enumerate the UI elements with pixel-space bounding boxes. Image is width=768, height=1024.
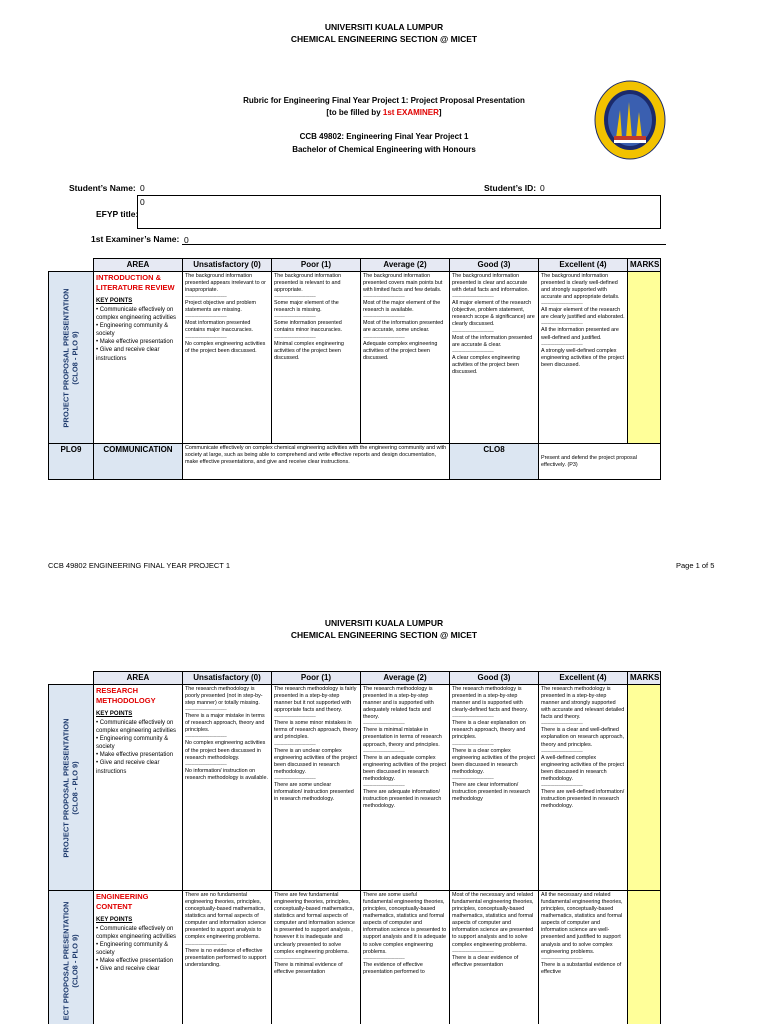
criterion-text: Most information presented contains major inaccuracies.	[185, 320, 254, 334]
divider: --------------------------------	[185, 294, 227, 301]
divider: --------------------------------	[363, 334, 405, 341]
key-point-2: • Engineering community & society	[96, 942, 169, 957]
divider: --------------------------------	[452, 741, 494, 748]
criterion-text: There is a clear complex engineering activities of the project been discussed in research methodology.	[452, 747, 536, 775]
divider: --------------------------------	[541, 341, 583, 348]
criterion-text: There are some unclear information/ instruction presented in research methodology.	[274, 781, 354, 802]
efyp-title-label: EFYP title:	[96, 209, 139, 219]
key-points-title: KEY POINTS	[96, 711, 133, 718]
content-marks-cell[interactable]	[628, 891, 661, 1024]
key-point-1: • Communicate effectively on complex engineering activities	[96, 306, 177, 322]
side-label-content	[49, 891, 94, 1024]
col-area-p2: AREA	[94, 672, 183, 685]
plo-name: COMMUNICATION	[94, 444, 183, 480]
criterion-text: There is some minor mistakes in terms of research approach, theory and principles.	[274, 720, 358, 741]
col-excellent-p2: Excellent (4)	[539, 672, 628, 685]
divider: --------------------------------	[452, 348, 494, 355]
col-marks-p2: MARKS	[628, 672, 661, 685]
methodology-average	[361, 685, 450, 891]
examiner-name-label: 1st Examiner’s Name:	[91, 234, 180, 244]
divider: --------------------------------	[541, 748, 583, 755]
criterion-text: Project objective and problem statements are missing.	[185, 300, 257, 314]
rubric-title: Rubric for Engineering Final Year Project 1: Project Proposal Presentation	[243, 96, 525, 105]
divider: --------------------------------	[452, 775, 494, 782]
intro-excellent	[539, 272, 628, 444]
criterion-text: The background information presented appears irrelevant to or inappropriate.	[185, 273, 266, 294]
unikl-seal-icon	[594, 80, 666, 160]
col-good: Good (3)	[450, 259, 539, 272]
divider: --------------------------------	[541, 955, 583, 962]
criterion-text: No complex engineering activities of the project been discussed in research methodology.	[185, 740, 266, 761]
area-content	[94, 891, 183, 1024]
university-name: UNIVERSITI KUALA LUMPUR	[324, 22, 444, 32]
divider: --------------------------------	[274, 314, 316, 321]
divider: --------------------------------	[363, 955, 405, 962]
criterion-text: Most of the information presented are accurate & clear.	[452, 334, 533, 348]
plo-code: PLO9	[49, 444, 94, 480]
side-label-line2: (CLO8 - PLO 9)	[71, 331, 80, 385]
key-point-3: • Make effective presentation	[96, 958, 174, 965]
area-content-title: ENGINEERING CONTENT	[96, 892, 149, 911]
divider: --------------------------------	[363, 294, 405, 301]
efyp-title-value[interactable]: 0	[140, 197, 145, 207]
criterion-text: The research methodology is presented in a step-by-step manner and strongly supported with accurate and relevant detailed facts and theory.	[541, 686, 625, 721]
intro-good	[450, 272, 539, 444]
divider: --------------------------------	[363, 721, 405, 728]
side-label-line2: (CLO8 - PLO 9)	[71, 934, 80, 988]
content-unsatisfactory	[183, 891, 272, 1024]
content-poor	[272, 891, 361, 1024]
divider: --------------------------------	[185, 734, 227, 741]
col-poor-p2: Poor (1)	[272, 672, 361, 685]
criterion-text: There is no evidence of effective presentation performed to support understanding.	[185, 947, 267, 968]
criterion-text: Most of the major element of the research is available.	[363, 300, 441, 314]
criterion-text: A clear complex engineering activities of the project been discussed.	[452, 354, 520, 375]
criterion-text: The background information presented covers main points but with limited facts and few details.	[363, 273, 443, 294]
key-point-2: • Engineering community & society	[96, 323, 169, 338]
criterion-text: There are adequate information/ instruction presented in research methodology.	[363, 788, 442, 809]
divider: --------------------------------	[185, 707, 227, 714]
divider: --------------------------------	[185, 314, 227, 321]
criterion-text: The research methodology is presented in a step-by-step manner and is supported with adequately related facts and theory.	[363, 686, 434, 721]
criterion-text: Minimal complex engineering activities of the project been discussed.	[274, 340, 344, 361]
filled-by-role: 1st EXAMINER	[382, 108, 439, 117]
key-point-1: • Communicate effectively on complex engineering activities	[96, 719, 177, 735]
methodology-excellent	[539, 685, 628, 891]
divider: --------------------------------	[363, 314, 405, 321]
intro-poor	[272, 272, 361, 444]
criterion-text: There is a substantial evidence of effective	[541, 961, 622, 975]
plo-description: Communicate effectively on complex chemical engineering activities with the engineering community and with society at large, such as being able to comprehend and write effective reports and design documentation, make effective presentations, and give and receive clear instructions.	[183, 444, 450, 480]
content-excellent	[539, 891, 628, 1024]
key-points-title: KEY POINTS	[96, 298, 133, 305]
col-poor: Poor (1)	[272, 259, 361, 272]
criterion-text: All the information presented are well-defined and justified.	[541, 327, 619, 341]
key-points-title: KEY POINTS	[96, 917, 133, 924]
divider: --------------------------------	[274, 714, 316, 721]
course-code: CCB 49802: Engineering Final Year Project 1	[299, 132, 469, 141]
criterion-text: All major element of the research are clearly justified and elaborated.	[541, 307, 625, 321]
methodology-unsatisfactory	[183, 685, 272, 891]
intro-average	[361, 272, 450, 444]
criterion-text: The background information presented is clearly well-defined and strongly supported with accurate and appropriate details.	[541, 273, 620, 301]
criterion-text: There are few fundamental engineering theories, principles, conceptually-based mathematics, statistics and formal aspects of computer and information science is presented to support analysis , however it is inadequate and unclearly presented to solve complex engineering problems.	[274, 892, 355, 955]
key-point-2: • Engineering community & society	[96, 736, 169, 751]
rubric-table-page1	[48, 258, 661, 480]
blank-corner-p2	[49, 672, 94, 685]
divider: --------------------------------	[185, 334, 227, 341]
student-id-label: Student’s ID:	[484, 183, 537, 193]
criterion-text: There is minimal evidence of effective presentation	[274, 961, 343, 975]
methodology-good	[450, 685, 539, 891]
key-point-1: • Communicate effectively on complex engineering activities	[96, 925, 177, 941]
criterion-text: A well-defined complex engineering activities of the project been discussed in research methodology.	[541, 754, 625, 782]
efyp-title-box[interactable]	[137, 195, 661, 229]
col-good-p2: Good (3)	[450, 672, 539, 685]
section-name: CHEMICAL ENGINEERING SECTION @ MICET	[290, 34, 478, 44]
criterion-text: The research methodology is fairly presented in a step-by-step manner but it not supported with appropriate facts and theory.	[274, 686, 357, 714]
rubric-table-page2	[48, 671, 661, 1024]
criterion-text: There is an unclear complex engineering activities of the project been discussed in research methodology.	[274, 747, 358, 775]
divider: --------------------------------	[541, 321, 583, 328]
criterion-text: There are clear information/ instruction presented in research methodology	[452, 781, 531, 802]
divider: --------------------------------	[274, 955, 316, 962]
footer-course: CCB 49802 ENGINEERING FINAL YEAR PROJECT 1	[48, 561, 231, 570]
criterion-text: All the necessary and related fundamental engineering theories, principles, conceptually-based mathematics, statistics and formal aspects of computer and information science are well-presented and justified to support analysis and to solve complex engineering problems.	[541, 892, 623, 955]
key-point-4: • Give and receive clear	[96, 966, 160, 973]
criterion-text: Most of the information presented are accurate, some unclear.	[363, 320, 444, 334]
criterion-text: The background information presented is clear and accurate with detail facts and information.	[452, 273, 530, 294]
criterion-text: Some major element of the research is missing.	[274, 300, 339, 314]
divider: --------------------------------	[541, 721, 583, 728]
side-label-line1: ECT PROPOSAL PRESENTATION	[61, 901, 71, 1021]
divider: --------------------------------	[274, 294, 316, 301]
criterion-text: The evidence of effective presentation performed to	[363, 961, 425, 975]
divider: --------------------------------	[185, 941, 227, 948]
content-average	[361, 891, 450, 1024]
criterion-text: The research methodology is presented in a step-by-step manner and is supported with clearly-defined facts and theory.	[452, 686, 529, 714]
criterion-text: There is an adequate complex engineering activities of the project been discussed in research methodology.	[363, 754, 447, 782]
blank-corner	[49, 259, 94, 272]
divider: --------------------------------	[452, 328, 494, 335]
key-point-4: • Give and receive clear instructions	[96, 347, 160, 362]
student-name-label: Student’s Name:	[69, 183, 136, 193]
area-methodology-title: RESEARCH METHODOLOGY	[96, 686, 156, 705]
methodology-poor	[272, 685, 361, 891]
filled-by-suffix: ]	[438, 108, 442, 117]
side-label-methodology	[49, 685, 94, 891]
divider: --------------------------------	[452, 948, 494, 955]
area-intro-title: INTRODUCTION & LITERATURE REVIEW	[96, 273, 175, 292]
side-label-line2: (CLO8 - PLO 9)	[71, 761, 80, 815]
area-intro	[94, 272, 183, 444]
divider: --------------------------------	[274, 775, 316, 782]
col-unsatisfactory: Unsatisfactory (0)	[183, 259, 272, 272]
clo-code: CLO8	[450, 444, 539, 480]
criterion-text: There are some useful fundamental engineering theories, principles, conceptually-based mathematics, statistics and formal aspects of computer and information science is presented to support analysis and it is adequate to solve complex engineering problems.	[363, 892, 447, 955]
footer-page: Page 1 of 5	[676, 561, 715, 570]
examiner-name-underline	[182, 244, 666, 245]
content-good	[450, 891, 539, 1024]
intro-marks-cell[interactable]	[628, 272, 661, 444]
criterion-text: There is minimal mistake in presentation in terms of research approach, theory and principles.	[363, 727, 442, 748]
col-marks: MARKS	[628, 259, 661, 272]
criterion-text: Most of the necessary and related fundamental engineering theories, principles, conceptually-based mathematics, statistics and formal aspects of computer and information science are presented to support analysis and to solve complex engineering problems.	[452, 892, 534, 948]
programme-name: Bachelor of Chemical Engineering with Honours	[292, 145, 476, 154]
key-point-3: • Make effective presentation	[96, 339, 174, 346]
student-name-value[interactable]: 0	[140, 183, 145, 193]
area-methodology	[94, 685, 183, 891]
divider: --------------------------------	[452, 294, 494, 301]
criterion-text: The background information presented is relevant to and appropriate.	[274, 273, 342, 294]
key-point-3: • Make effective presentation	[96, 752, 174, 759]
divider: --------------------------------	[185, 761, 227, 768]
section-name-p2: CHEMICAL ENGINEERING SECTION @ MICET	[290, 630, 478, 640]
intro-unsatisfactory	[183, 272, 272, 444]
divider: --------------------------------	[541, 301, 583, 308]
side-label-line1: PROJECT PROPOSAL PRESENTATION	[61, 718, 71, 858]
criterion-text: There is a clear and well-defined explanation on research approach, theory and principles.	[541, 727, 625, 748]
side-label	[49, 272, 94, 444]
col-average-p2: Average (2)	[361, 672, 450, 685]
criterion-text: The research methodology is poorly presented (not in step-by- step manner) or totally missing.	[185, 686, 263, 707]
divider: --------------------------------	[452, 714, 494, 721]
criterion-text: No complex engineering activities of the project been discussed.	[185, 340, 266, 354]
criterion-text: There is a clear evidence of effective presentation	[452, 954, 519, 968]
key-point-4: • Give and receive clear instructions	[96, 760, 160, 775]
divider: --------------------------------	[274, 741, 316, 748]
col-average: Average (2)	[361, 259, 450, 272]
col-unsatisfactory-p2: Unsatisfactory (0)	[183, 672, 272, 685]
examiner-name-value[interactable]: 0	[184, 235, 189, 245]
criterion-text: Adequate complex engineering activities of the project been discussed.	[363, 340, 438, 361]
criterion-text: No information/ instruction on research methodology is available.	[185, 767, 269, 781]
criterion-text: There are no fundamental engineering theories, principles, conceptually-based mathematics, statistics and formal aspects of computer and information science presented to support analysis to complex engineering problems.	[185, 892, 266, 941]
criterion-text: There are well-defined information/ instruction presented in research methodology.	[541, 788, 625, 809]
divider: --------------------------------	[541, 782, 583, 789]
filled-by-prefix: [to be filled by	[326, 108, 383, 117]
criterion-text: All major element of the research (objective, problem statement, research scope & significance) are clearly discussed.	[452, 300, 535, 328]
clo-description: Present and defend the project proposal effectively. (P3)	[539, 444, 661, 480]
criterion-text: A strongly well-defined complex engineering activities of the project been discussed.	[541, 347, 625, 368]
side-label-line1: PROJECT PROPOSAL PRESENTATION	[61, 288, 71, 428]
university-name-p2: UNIVERSITI KUALA LUMPUR	[324, 618, 444, 628]
col-excellent: Excellent (4)	[539, 259, 628, 272]
divider: --------------------------------	[274, 334, 316, 341]
criterion-text: Some information presented contains minor inaccuracies.	[274, 320, 343, 334]
divider: --------------------------------	[363, 748, 405, 755]
criterion-text: There is a major mistake in terms of research approach, theory and principles.	[185, 713, 265, 734]
col-area: AREA	[94, 259, 183, 272]
divider: --------------------------------	[363, 782, 405, 789]
student-id-value[interactable]: 0	[540, 183, 545, 193]
methodology-marks-cell[interactable]	[628, 685, 661, 891]
criterion-text: There is a clear explanation on research approach, theory and principles.	[452, 720, 526, 741]
